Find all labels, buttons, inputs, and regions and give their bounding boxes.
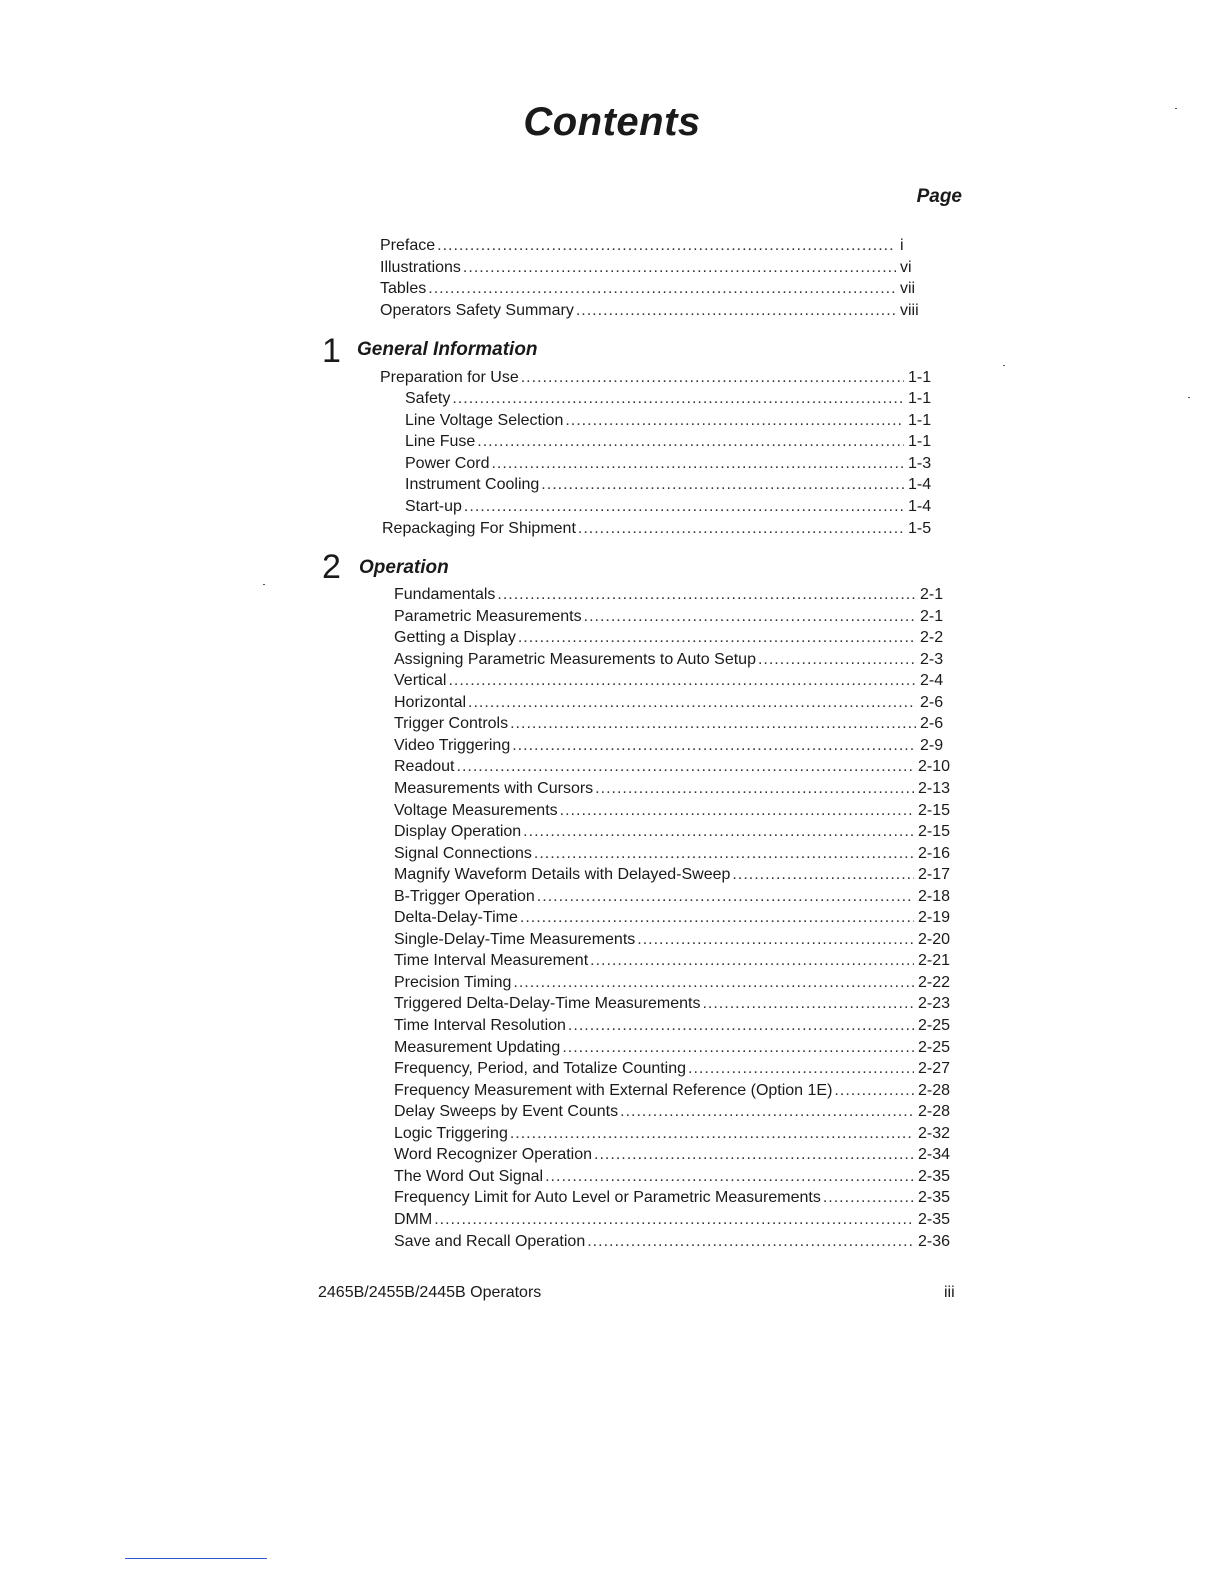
toc-entry-title: Signal Connections	[394, 845, 532, 862]
toc-entry-title: Start-up	[405, 498, 462, 515]
dot-leader	[521, 367, 904, 388]
toc-entry-page: viii	[900, 302, 919, 319]
toc-entry-title: Horizontal	[394, 694, 467, 711]
scan-speck	[263, 584, 265, 585]
toc-entry[interactable]	[405, 474, 938, 495]
dot-leader	[545, 1166, 914, 1187]
toc-entry-title: Display Operation	[394, 823, 522, 840]
dot-leader	[594, 1144, 914, 1165]
dot-leader	[491, 453, 904, 474]
scan-speck	[1175, 108, 1177, 109]
dot-leader	[437, 235, 896, 256]
dot-leader	[620, 1101, 914, 1122]
toc-entry[interactable]	[394, 886, 950, 907]
toc-entry-safety-summary[interactable]	[380, 300, 930, 321]
toc-entry[interactable]	[394, 843, 950, 864]
toc-entry[interactable]	[394, 756, 950, 777]
dot-leader	[565, 410, 904, 431]
toc-entry-title: Precision Timing	[394, 974, 512, 991]
toc-entry[interactable]	[394, 1015, 950, 1036]
toc-entry[interactable]	[394, 821, 950, 842]
toc-entry-page: 2-4	[920, 672, 944, 689]
toc-entry-title: Word Recognizer Operation	[394, 1146, 593, 1163]
dot-leader	[513, 972, 914, 993]
page-title: Contents	[523, 100, 701, 144]
toc-entry[interactable]	[405, 453, 938, 474]
toc-entry[interactable]	[405, 431, 938, 452]
toc-entry-page: 2-28	[917, 1082, 950, 1099]
toc-entry[interactable]	[394, 800, 950, 821]
toc-entry-page: 2-22	[917, 974, 950, 991]
toc-entry[interactable]	[394, 972, 950, 993]
toc-entry[interactable]	[394, 1058, 950, 1079]
toc-entry[interactable]	[394, 1231, 950, 1252]
dot-leader	[688, 1058, 914, 1079]
scan-speck	[1188, 397, 1190, 398]
footer-document-name: 2465B/2455B/2445B Operators	[318, 1284, 542, 1301]
toc-entry[interactable]	[394, 1037, 950, 1058]
toc-entry-page: 2-3	[920, 651, 944, 668]
dot-leader	[428, 278, 896, 299]
dot-leader	[560, 800, 914, 821]
toc-entry-page: 2-23	[917, 995, 950, 1012]
toc-entry[interactable]	[394, 584, 950, 605]
dot-leader	[541, 474, 904, 495]
dot-leader	[562, 1037, 914, 1058]
toc-entry-page: 2-1	[920, 586, 944, 603]
dot-leader	[534, 843, 914, 864]
toc-entry-title: Instrument Cooling	[405, 476, 540, 493]
scan-speck	[1003, 365, 1005, 366]
toc-entry-title: Line Fuse	[405, 433, 476, 450]
dot-leader	[448, 670, 916, 691]
toc-entry-title: Readout	[394, 758, 455, 775]
dot-leader	[732, 864, 914, 885]
toc-entry-page: 2-9	[920, 737, 944, 754]
scan-edge-line	[125, 1558, 267, 1559]
toc-entry-page: 2-15	[917, 802, 950, 819]
toc-entry-page: 2-2	[920, 629, 944, 646]
toc-entry-page: 2-17	[917, 866, 950, 883]
toc-entry-page: 1-5	[908, 520, 932, 537]
toc-entry[interactable]	[394, 993, 950, 1014]
toc-entry-title: Time Interval Resolution	[394, 1017, 566, 1034]
toc-entry-title: Tables	[380, 280, 427, 297]
toc-entry[interactable]	[394, 907, 950, 928]
dot-leader	[520, 907, 914, 928]
dot-leader	[584, 606, 916, 627]
toc-entry-title: Frequency Measurement with External Reference (Option 1E)	[394, 1082, 833, 1099]
dot-leader	[464, 496, 904, 517]
toc-entry-tables[interactable]	[380, 278, 930, 299]
toc-entry-page: 2-21	[917, 952, 950, 969]
toc-entry-title: Voltage Measurements	[394, 802, 558, 819]
dot-leader	[758, 649, 916, 670]
dot-leader	[510, 1123, 914, 1144]
toc-entry-title: Safety	[405, 390, 451, 407]
toc-entry-title: DMM	[394, 1211, 433, 1228]
toc-entry[interactable]	[394, 929, 950, 950]
toc-entry-page: 2-10	[917, 758, 950, 775]
toc-entry-title: Preface	[380, 237, 436, 254]
dot-leader	[463, 257, 896, 278]
toc-entry-title: Illustrations	[380, 259, 461, 276]
toc-entry-title: Delta-Delay-Time	[394, 909, 518, 926]
toc-entry[interactable]	[394, 1144, 950, 1165]
toc-entry-page: 2-28	[917, 1103, 950, 1120]
toc-entry-title: Vertical	[394, 672, 447, 689]
toc-entry-page: 2-35	[917, 1211, 950, 1228]
chapter-title[interactable]: Operation	[359, 557, 449, 578]
toc-entry-title: Parametric Measurements	[394, 608, 582, 625]
toc-entry-page: 1-1	[908, 390, 932, 407]
toc-entry-page: 2-20	[917, 931, 950, 948]
toc-entry-page: 1-4	[908, 498, 932, 515]
toc-entry-title: Getting a Display	[394, 629, 516, 646]
dot-leader	[568, 1015, 914, 1036]
toc-entry[interactable]	[394, 649, 950, 670]
toc-entry-page: 2-35	[917, 1189, 950, 1206]
toc-entry-illustrations[interactable]	[380, 257, 930, 278]
toc-entry-page: i	[900, 237, 904, 254]
toc-entry-page: vi	[900, 259, 912, 276]
toc-entry-page: 2-32	[917, 1125, 950, 1142]
toc-entry-title: Frequency Limit for Auto Level or Parametric Measurements	[394, 1189, 821, 1206]
toc-entry-title: Single-Delay-Time Measurements	[394, 931, 636, 948]
toc-entry-page: 1-1	[908, 433, 932, 450]
dot-leader	[578, 518, 904, 539]
toc-entry-page: 2-15	[917, 823, 950, 840]
toc-entry[interactable]	[405, 496, 938, 517]
dot-leader	[587, 1231, 914, 1252]
toc-entry[interactable]	[394, 692, 950, 713]
toc-entry-page: 2-36	[917, 1233, 950, 1250]
toc-entry-title: Trigger Controls	[394, 715, 509, 732]
toc-entry[interactable]	[394, 735, 950, 756]
toc-entry-title: Frequency, Period, and Totalize Counting	[394, 1060, 687, 1077]
toc-entry[interactable]	[394, 627, 950, 648]
toc-entry-title: Triggered Delta-Delay-Time Measurements	[394, 995, 701, 1012]
toc-entry-page: 1-1	[908, 412, 932, 429]
dot-leader	[457, 756, 914, 777]
dot-leader	[537, 886, 914, 907]
dot-leader	[576, 300, 896, 321]
dot-leader	[477, 431, 904, 452]
toc-entry-page: 2-25	[917, 1017, 950, 1034]
dot-leader	[452, 388, 904, 409]
toc-entry[interactable]	[405, 410, 938, 431]
dot-leader	[468, 692, 916, 713]
toc-entry[interactable]	[394, 950, 950, 971]
toc-entry-title: Video Triggering	[394, 737, 511, 754]
dot-leader	[637, 929, 914, 950]
toc-entry-title: Assigning Parametric Measurements to Auto Setup	[394, 651, 756, 668]
toc-entry[interactable]	[394, 1080, 950, 1101]
toc-entry-title: Time Interval Measurement	[394, 952, 589, 969]
toc-entry-title: Measurement Updating	[394, 1039, 561, 1056]
toc-entry-title: Magnify Waveform Details with Delayed-Sweep	[394, 866, 731, 883]
dot-leader	[823, 1187, 914, 1208]
toc-entry-page: 2-1	[920, 608, 944, 625]
dot-leader	[523, 821, 914, 842]
toc-entry-page: vii	[900, 280, 916, 297]
toc-entry[interactable]	[405, 388, 938, 409]
toc-entry[interactable]	[394, 864, 950, 885]
toc-entry[interactable]	[394, 778, 950, 799]
toc-entry-title: The Word Out Signal	[394, 1168, 544, 1185]
dot-leader	[497, 584, 916, 605]
toc-entry-page: 1-1	[908, 369, 932, 386]
dot-leader	[590, 950, 914, 971]
toc-entry-page: 2-19	[917, 909, 950, 926]
dot-leader	[834, 1080, 914, 1101]
chapter-number: 2	[322, 548, 341, 586]
toc-entry[interactable]	[394, 670, 950, 691]
toc-entry-preface[interactable]	[380, 235, 930, 256]
toc-entry[interactable]	[380, 367, 938, 388]
dot-leader	[518, 627, 916, 648]
toc-entry-title: Preparation for Use	[380, 369, 519, 386]
toc-entry-page: 2-27	[917, 1060, 950, 1077]
toc-entry-page: 2-13	[917, 780, 950, 797]
toc-entry-page: 2-6	[920, 715, 944, 732]
toc-entry-page: 2-18	[917, 888, 950, 905]
dot-leader	[595, 778, 914, 799]
toc-entry[interactable]	[394, 1166, 950, 1187]
toc-entry-title: Save and Recall Operation	[394, 1233, 586, 1250]
toc-entry-title: Measurements with Cursors	[394, 780, 594, 797]
toc-entry-title: B-Trigger Operation	[394, 888, 535, 905]
toc-entry-page: 2-6	[920, 694, 944, 711]
dot-leader	[510, 713, 916, 734]
dot-leader	[512, 735, 916, 756]
toc-entry[interactable]	[394, 1209, 950, 1230]
toc-entry[interactable]	[382, 518, 938, 539]
toc-entry[interactable]	[394, 606, 950, 627]
toc-entry[interactable]	[394, 1187, 950, 1208]
toc-entry-title: Line Voltage Selection	[405, 412, 564, 429]
toc-entry-page: 1-3	[908, 455, 932, 472]
toc-entry[interactable]	[394, 1123, 950, 1144]
toc-entry-title: Logic Triggering	[394, 1125, 508, 1142]
toc-entry-page: 1-4	[908, 476, 932, 493]
toc-entry-page: 2-16	[917, 845, 950, 862]
toc-entry-title: Fundamentals	[394, 586, 496, 603]
toc-entry[interactable]	[394, 713, 950, 734]
toc-entry-page: 2-34	[917, 1146, 950, 1163]
toc-entry-title: Delay Sweeps by Event Counts	[394, 1103, 619, 1120]
toc-entry-page: 2-25	[917, 1039, 950, 1056]
toc-entry-page: 2-35	[917, 1168, 950, 1185]
toc-entry-title: Power Cord	[405, 455, 490, 472]
page-column-header: Page	[916, 186, 962, 207]
dot-leader	[434, 1209, 914, 1230]
footer-page-number: iii	[944, 1284, 955, 1301]
dot-leader	[702, 993, 914, 1014]
toc-entry-title: Repackaging For Shipment	[382, 520, 576, 537]
chapter-number: 1	[322, 332, 341, 370]
toc-entry-title: Operators Safety Summary	[380, 302, 574, 319]
toc-entry[interactable]	[394, 1101, 950, 1122]
chapter-title[interactable]: General Information	[357, 339, 538, 360]
